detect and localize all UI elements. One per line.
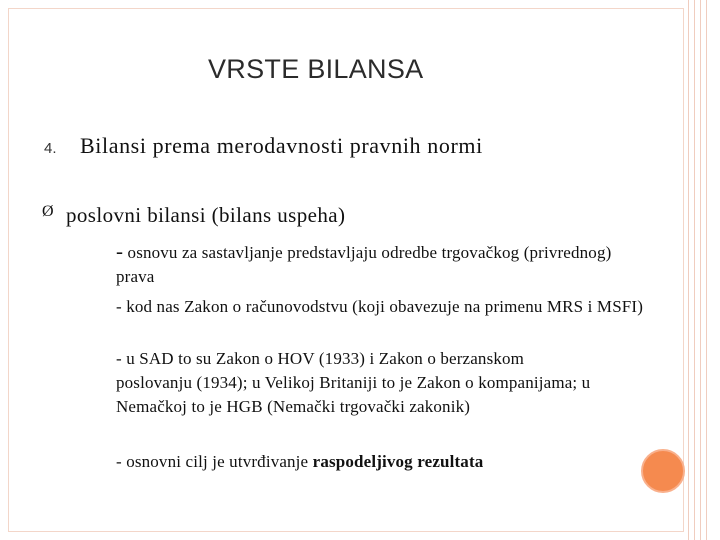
decorative-side-lines xyxy=(688,0,712,540)
arrow-bullet-icon: Ø xyxy=(42,203,54,220)
point-goal-bold: raspodeljivog rezultata xyxy=(312,452,484,471)
point-goal-text: - osnovni cilj je utvrđivanje xyxy=(116,452,313,471)
decorative-circle xyxy=(641,449,685,493)
point-basis xyxy=(116,239,636,289)
point-dash: - xyxy=(116,239,124,263)
item-number: 4. xyxy=(44,140,57,157)
point-local-law: - kod nas Zakon o računovodstvu (koji obavezuje na primenu MRS i MSFI) xyxy=(116,297,644,316)
point-goal xyxy=(116,450,636,474)
section-heading: Bilansi prema merodavnosti pravnih normi xyxy=(80,133,483,158)
point-basis-text: osnovu za sastavljanje predstavljaju odredbe trgovačkog (privrednog) prava xyxy=(116,243,612,286)
subheading: poslovni bilansi (bilans uspeha) xyxy=(66,203,346,227)
point-foreign-laws: - u SAD to su Zakon o HOV (1933) i Zakon o berzanskom poslovanju (1934); u Velikoj Britaniji to je Zakon o kompanijama; u Nemačkoj to je HGB (Nemački trgovački zakonik) xyxy=(116,349,591,416)
slide-title: VRSTE BILANSA xyxy=(208,54,424,84)
